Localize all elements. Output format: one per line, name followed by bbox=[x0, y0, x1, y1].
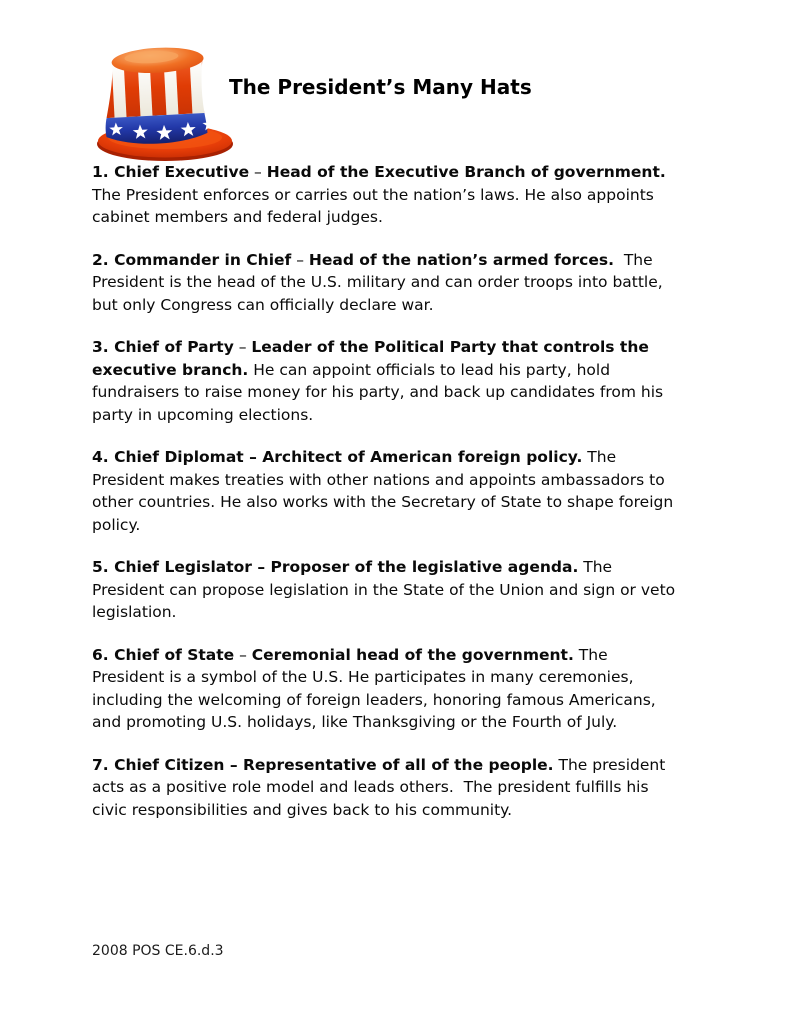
item-body: The President makes treaties with other nations and appoints ambassadors to other countries. He also works with the Secretary of State to shape foreign policy. bbox=[92, 448, 679, 534]
item-dash: – bbox=[249, 163, 267, 181]
item-number-title: 7. Chief Citizen bbox=[92, 755, 225, 774]
role-item-4 bbox=[92, 446, 684, 536]
role-item-7 bbox=[92, 754, 684, 822]
item-number-title: 4. Chief Diplomat bbox=[92, 448, 244, 466]
item-subtitle: Architect of American foreign policy. bbox=[262, 448, 583, 466]
roles-list bbox=[92, 161, 684, 841]
item-subtitle: Leader of the Political Party that controls the executive branch. bbox=[92, 338, 655, 379]
item-subtitle: Proposer of the legislative agenda. bbox=[270, 558, 579, 576]
item-subtitle: Ceremonial head of the government. bbox=[251, 645, 574, 664]
item-number-title: 5. Chief Legislator bbox=[92, 558, 252, 576]
item-dash: – bbox=[251, 558, 271, 576]
uncle-sam-hat-image bbox=[94, 46, 236, 164]
item-subtitle: Head of the Executive Branch of government. bbox=[266, 163, 666, 181]
item-body: The President is the head of the U.S. military and can order troops into battle, but only Congress can officially declare war. bbox=[92, 250, 668, 314]
item-body: He can appoint officials to lead his party, hold fundraisers to raise money for his party, and back up candidates from his party in upcoming elections. bbox=[92, 360, 669, 424]
item-number-title: 3. Chief of Party bbox=[92, 338, 234, 356]
item-dash: – bbox=[243, 448, 263, 466]
item-body: The President is a symbol of the U.S. He participates in many ceremonies, including the welcoming of foreign leaders, honoring famous Americans, and promoting U.S. holidays, like Thanksgiving or the Fourth of July. bbox=[92, 645, 661, 731]
item-dash: – bbox=[233, 338, 252, 356]
role-item-1 bbox=[92, 161, 684, 229]
item-body: The president acts as a positive role model and leads others. The president fulfills his civic responsibilities and gives back to his community. bbox=[92, 755, 671, 819]
item-body: The President can propose legislation in the State of the Union and sign or veto legislation. bbox=[92, 558, 681, 621]
role-item-2 bbox=[92, 249, 684, 317]
item-dash: – bbox=[224, 755, 243, 774]
item-number-title: 2. Commander in Chief bbox=[92, 250, 292, 269]
item-number-title: 6. Chief of State bbox=[92, 645, 235, 664]
role-item-6 bbox=[92, 644, 684, 734]
uncle-sam-hat-icon bbox=[94, 46, 236, 164]
item-dash: – bbox=[291, 250, 309, 269]
item-body: The President enforces or carries out the nation’s laws. He also appoints cabinet members and federal judges. bbox=[92, 163, 676, 226]
role-item-5 bbox=[92, 556, 684, 624]
role-item-3 bbox=[92, 336, 684, 426]
item-number-title: 1. Chief Executive bbox=[92, 163, 250, 181]
footer-code: 2008 POS CE.6.d.3 bbox=[92, 943, 224, 959]
page-title: The President’s Many Hats bbox=[229, 75, 532, 100]
item-dash: – bbox=[234, 645, 252, 664]
item-subtitle: Representative of all of the people. bbox=[242, 755, 554, 774]
item-subtitle: Head of the nation’s armed forces. bbox=[308, 250, 614, 269]
